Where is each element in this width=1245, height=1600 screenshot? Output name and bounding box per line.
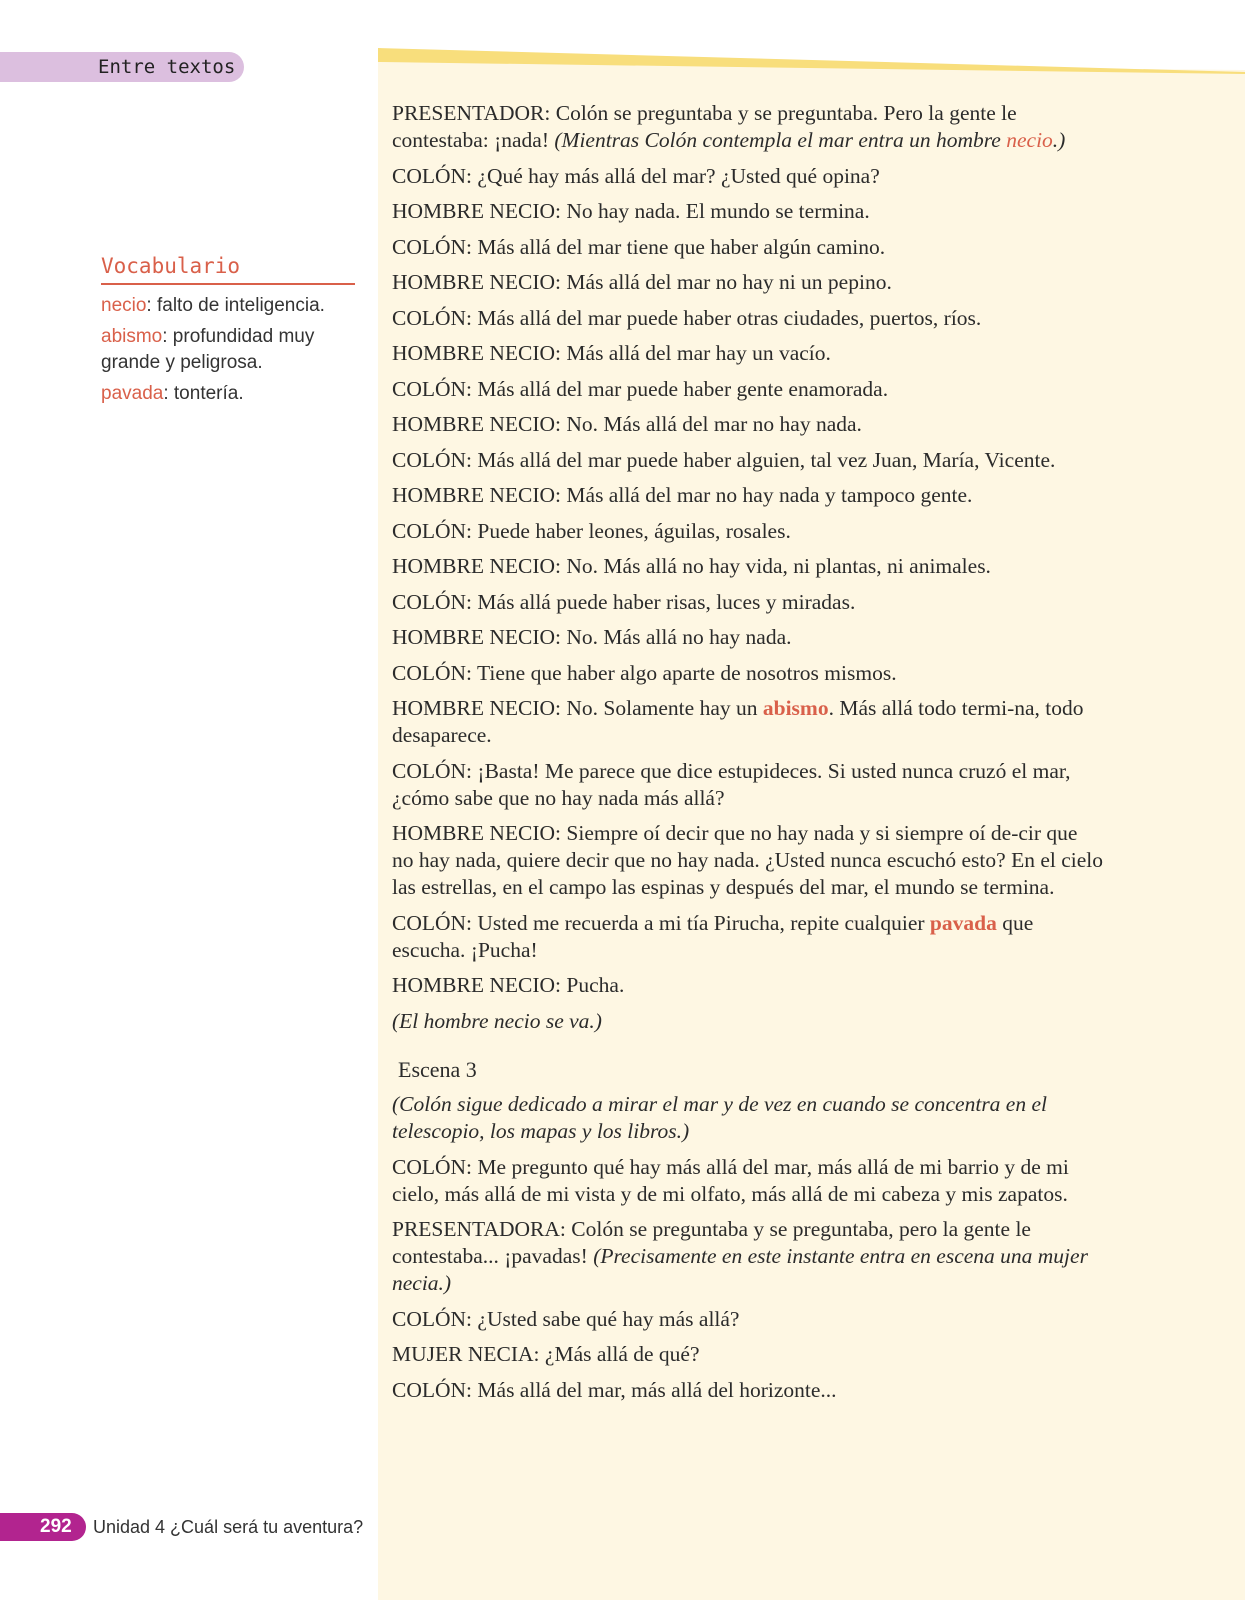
script-line (392, 660, 1104, 687)
speaker: HOMBRE NECIO: (392, 412, 562, 436)
vocabulary-definition: : profundidad muy grande y peligrosa. (101, 326, 315, 373)
dialogue: Siempre oí decir que no hay nada y si siempre oí de-cir que no hay nada, quiere decir que no hay nada. ¿Usted nunca escuchó esto? En el cielo las estrellas, en el campo las espinas y después del mar, el mundo se termina. (392, 821, 1104, 899)
speaker: COLÓN: (392, 1306, 473, 1331)
script-line (392, 820, 1104, 901)
speaker: COLÓN: (392, 234, 473, 259)
script-line (392, 376, 1104, 403)
vocabulary-definition: : tontería. (163, 383, 244, 404)
dialogue: Más allá del mar no hay ni un pepino. (561, 270, 892, 294)
dialogue: No. Más allá del mar no hay nada. (561, 412, 862, 436)
dialogue: . Más allá todo termi-na, todo desaparece. (392, 696, 1084, 747)
dialogue: que escucha. ¡Pucha! (392, 910, 1034, 962)
stage-direction: (Mientras Colón contempla el mar entra un hombre (554, 128, 1007, 152)
speaker: COLÓN: (392, 305, 473, 330)
vocabulary-entry (101, 293, 355, 319)
dialogue: Más allá del mar puede haber gente enamorada. (472, 376, 889, 401)
dialogue: Colón se preguntaba y se preguntaba, pero la gente le contestaba... ¡pavadas! (392, 1217, 1031, 1268)
dialogue: ¿Usted sabe qué hay más allá? (472, 1306, 740, 1331)
dialogue: Más allá puede haber risas, luces y miradas. (472, 589, 856, 614)
speaker: COLÓN: (392, 758, 473, 783)
speaker: COLÓN: (392, 518, 473, 543)
script-line (392, 340, 1104, 367)
script-line (392, 447, 1104, 474)
dialogue: No. Solamente hay un (561, 696, 763, 720)
speaker: HOMBRE NECIO: (392, 821, 562, 845)
speaker: PRESENTADORA: (392, 1217, 566, 1241)
speaker: HOMBRE NECIO: (392, 625, 562, 649)
vocabulary-term: necio (101, 295, 147, 316)
script-line (392, 758, 1104, 812)
dialogue: Pucha. (561, 973, 625, 997)
speaker: COLÓN: (392, 1377, 473, 1402)
page-number: 292 (0, 1513, 86, 1541)
vocabulary-term: pavada (101, 383, 164, 404)
script-line (392, 482, 1104, 509)
script-line (392, 1154, 1104, 1208)
speaker: COLÓN: (392, 376, 473, 401)
script-line (392, 624, 1104, 651)
play-script (392, 100, 1104, 1412)
dialogue: Más allá del mar, más allá del horizonte... (472, 1377, 837, 1402)
script-line (392, 1377, 1104, 1404)
stage-direction: (El hombre necio se va.) (392, 1008, 602, 1033)
dialogue: Más allá del mar puede haber otras ciudades, puertos, ríos. (472, 305, 982, 330)
stage-direction: (Colón sigue dedicado a mirar el mar y de vez en cuando se concentra en el telescopio, los mapas y los libros.) (392, 1092, 1047, 1143)
dialogue: ¿Más allá de qué? (539, 1342, 700, 1366)
speaker: COLÓN: (392, 910, 473, 935)
script-line (392, 163, 1104, 190)
dialogue: Más allá del mar puede haber alguien, tal vez Juan, María, Vicente. (472, 447, 1056, 472)
page-footer (0, 1513, 363, 1541)
dialogue: No hay nada. El mundo se termina. (561, 199, 870, 223)
speaker: HOMBRE NECIO: (392, 270, 562, 294)
scene-heading: Escena 3 (398, 1056, 477, 1082)
script-line (392, 589, 1104, 616)
dialogue: ¿Qué hay más allá del mar? ¿Usted qué opina? (472, 163, 880, 188)
script-line (392, 1341, 1104, 1368)
unit-title: Unidad 4 ¿Cuál será tu aventura? (93, 1516, 364, 1537)
vocabulary-title: Vocabulario (101, 254, 355, 285)
script-line (392, 269, 1104, 296)
dialogue: Más allá del mar no hay nada y tampoco gente. (561, 483, 973, 507)
speaker: COLÓN: (392, 163, 473, 188)
script-line (392, 198, 1104, 225)
stage-direction: .) (1052, 128, 1066, 152)
speaker: HOMBRE NECIO: (392, 199, 562, 223)
speaker: COLÓN: (392, 447, 473, 472)
script-line (392, 518, 1104, 545)
script-line (392, 972, 1104, 999)
vocabulary-entry (101, 324, 355, 376)
dialogue: Colón se preguntaba y se preguntaba. Pero la gente le contestaba: ¡nada! (392, 101, 1017, 152)
script-line (392, 1216, 1104, 1297)
dialogue: Usted me recuerda a mi tía Pirucha, repite cualquier (472, 910, 930, 935)
dialogue: No. Más allá no hay nada. (561, 625, 792, 649)
script-line (392, 1306, 1104, 1333)
speaker: COLÓN: (392, 1154, 473, 1179)
speaker: HOMBRE NECIO: (392, 973, 562, 997)
vocabulary-entry (101, 381, 355, 407)
dialogue: ¡Basta! Me parece que dice estupideces. Si usted nunca cruzó el mar, ¿cómo sabe que no hay nada más allá? (392, 758, 1071, 810)
speaker: HOMBRE NECIO: (392, 554, 562, 578)
speaker: HOMBRE NECIO: (392, 696, 562, 720)
speaker: HOMBRE NECIO: (392, 483, 562, 507)
dialogue: Puede haber leones, águilas, rosales. (472, 518, 791, 543)
script-line (392, 695, 1104, 749)
vocabulary-box (101, 254, 355, 412)
speaker: COLÓN: (392, 660, 473, 685)
script-line (392, 305, 1104, 332)
vocabulary-term: abismo (101, 326, 163, 347)
speaker: MUJER NECIA: (392, 1342, 540, 1366)
dialogue: Tiene que haber algo aparte de nosotros mismos. (472, 660, 897, 685)
script-line (392, 100, 1104, 154)
dialogue: Más allá del mar hay un vacío. (561, 341, 831, 365)
stage-direction: (Precisamente en este instante entra en escena una mujer necia.) (392, 1244, 1088, 1295)
dialogue: Más allá del mar tiene que haber algún camino. (472, 234, 886, 259)
vocabulary-highlight: pavada (929, 910, 997, 935)
script-line (392, 411, 1104, 438)
vocabulary-highlight: necio (1006, 128, 1053, 152)
vocabulary-definition: : falto de inteligencia. (146, 295, 325, 316)
speaker: COLÓN: (392, 589, 473, 614)
speaker: HOMBRE NECIO: (392, 341, 562, 365)
script-line (392, 234, 1104, 261)
speaker: PRESENTADOR: (392, 101, 551, 125)
dialogue: Me pregunto qué hay más allá del mar, más allá de mi barrio y de mi cielo, más allá de mi vista y de mi olfato, más allá de mi cabeza y mis zapatos. (392, 1154, 1069, 1206)
script-line (392, 910, 1104, 964)
script-line (392, 553, 1104, 580)
section-tab: Entre textos (0, 52, 244, 82)
dialogue: No. Más allá no hay vida, ni plantas, ni animales. (561, 554, 991, 578)
vocabulary-highlight: abismo (762, 696, 829, 720)
